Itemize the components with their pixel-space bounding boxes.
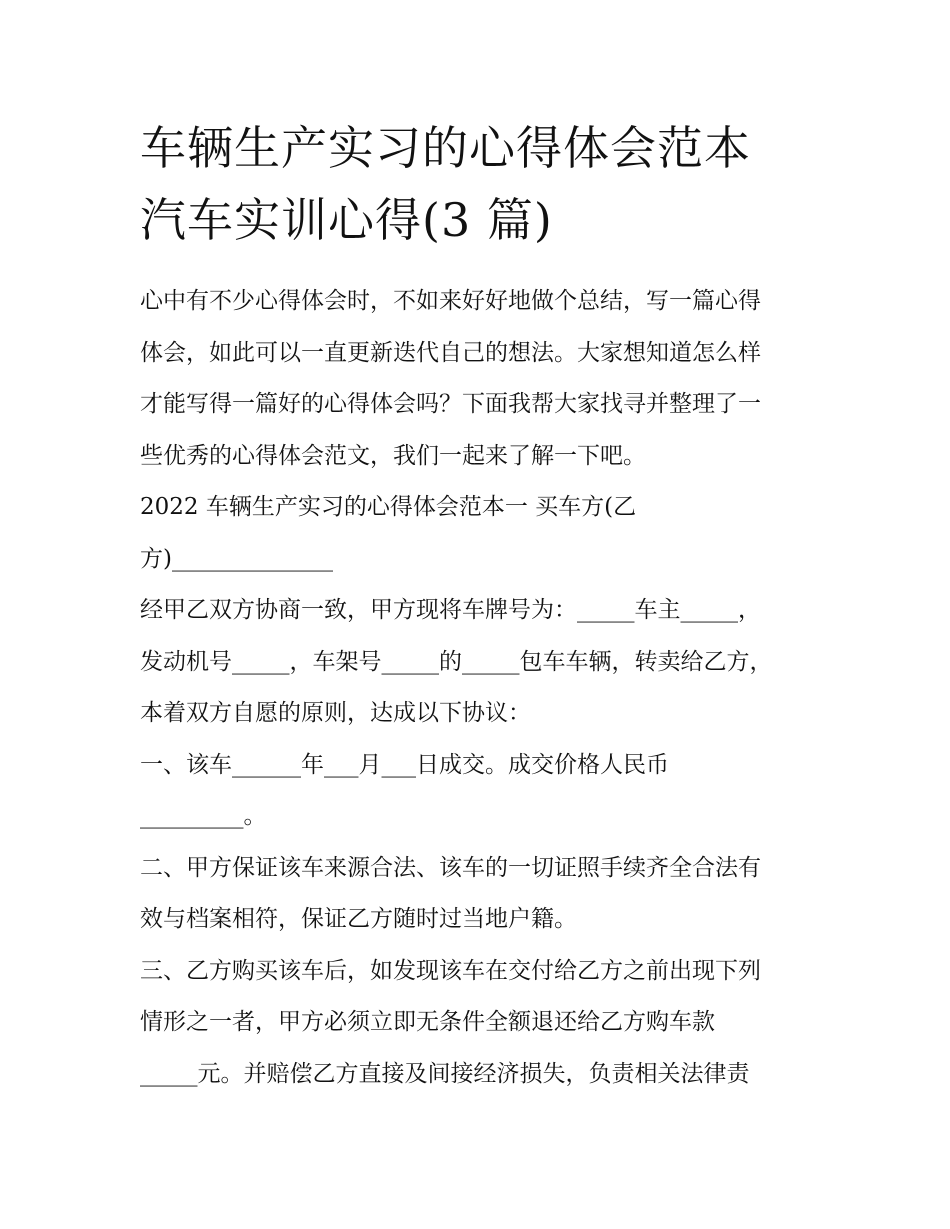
- body-line: 发动机号_____，车架号_____的_____包车车辆，转卖给乙方，: [140, 648, 773, 675]
- body-line: 些优秀的心得体会范文，我们一起来了解一下吧。: [140, 442, 646, 469]
- title-line: 汽车实训心得(3 篇): [140, 193, 553, 247]
- body-line: _________。: [140, 803, 267, 829]
- body-line: 体会，如此可以一直更新迭代自己的想法。大家想知道怎么样: [140, 339, 761, 366]
- body-line: 效与档案相符，保证乙方随时过当地户籍。: [140, 906, 577, 932]
- body-line: 本着双方自愿的原则，达成以下协议：: [140, 700, 531, 726]
- body-line: 经甲乙双方协商一致，甲方现将车牌号为：_____车主_____，: [140, 597, 761, 623]
- body-line: 才能写得一篇好的心得体会吗？下面我帮大家找寻并整理了一: [140, 391, 761, 417]
- body-line: 2022 车辆生产实习的心得体会范本一 买车方(乙: [140, 494, 637, 520]
- body-line: 二、甲方保证该车来源合法、该车的一切证照手续齐全合法有: [140, 854, 761, 881]
- body-line: 一、该车______年___月___日成交。成交价格人民币: [140, 751, 669, 778]
- body-line: 情形之一者，甲方必须立即无条件全额退还给乙方购车款: [140, 1009, 715, 1035]
- body-line: 三、乙方购买该车后，如发现该车在交付给乙方之前出现下列: [140, 957, 761, 984]
- body-line: 心中有不少心得体会时，不如来好好地做个总结，写一篇心得: [140, 288, 761, 314]
- document-title: [140, 112, 840, 256]
- body-line: 方)______________: [140, 545, 333, 572]
- body-line: _____元。并赔偿乙方直接及间接经济损失，负责相关法律责: [140, 1060, 750, 1087]
- document-body: [140, 276, 820, 1100]
- title-line: 车辆生产实习的心得体会范本: [140, 121, 751, 175]
